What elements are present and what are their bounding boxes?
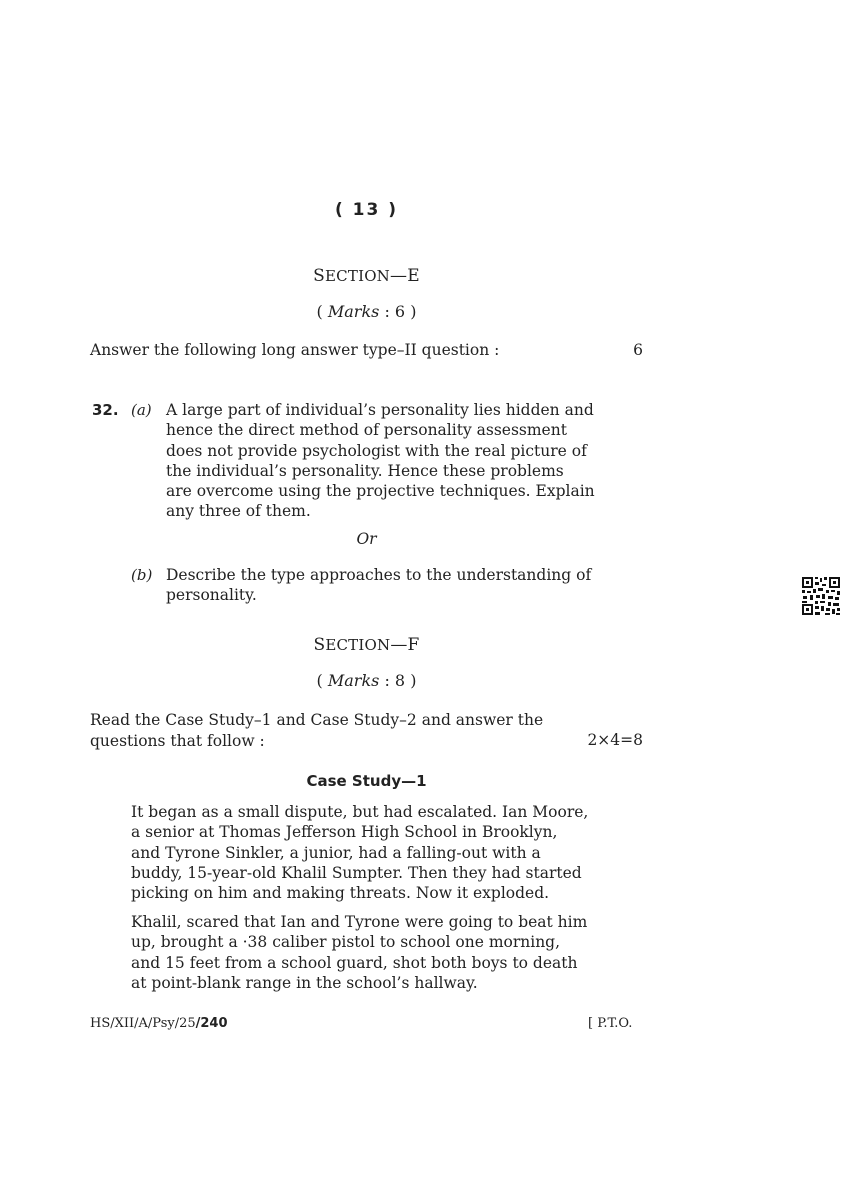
question-part-a-line: hence the direct method of personality assessment [166, 421, 567, 440]
section-f-marks [90, 671, 643, 690]
case-study-line: Khalil, scared that Ian and Tyrone were going to beat him [131, 913, 588, 931]
question-part-a-line: are overcome using the projective techniques. Explain [166, 482, 595, 501]
case-study-paragraph-2 [131, 912, 603, 993]
question-part-a-label: (a) [131, 401, 152, 419]
question-part-a-line: A large part of individual’s personality lies hidden and [166, 401, 594, 419]
question-part-b-label: (b) [131, 566, 153, 584]
case-study-line: picking on him and making threats. Now it exploded. [131, 884, 550, 903]
question-part-a-line: does not provide psychologist with the real picture of [166, 441, 587, 460]
case-study-line: and 15 feet from a school guard, shot both boys to death [131, 953, 578, 972]
section-f-marks-label: Marks [327, 671, 380, 690]
or-separator: Or [356, 530, 377, 548]
case-study-line: buddy, 15-year-old Khalil Sumpter. Then they had started [131, 863, 582, 882]
section-f-heading-rest: ECTION [325, 636, 391, 654]
section-e-marks-value: : 6 ) [379, 302, 417, 321]
section-f-instruction-line1: Read the Case Study–1 and Case Study–2 and answer the [90, 711, 544, 729]
section-f-instruction-line2: questions that follow : [90, 732, 265, 750]
section-e-marks [90, 302, 643, 321]
section-e-heading-prefix: S [313, 266, 326, 286]
section-f-marks-value: : 8 ) [379, 671, 417, 690]
section-e-instruction [90, 341, 643, 359]
question-part-b-line: Describe the type approaches to the understanding of [166, 566, 592, 584]
question-part-b-line: personality. [166, 586, 257, 605]
section-e-marks-label: Marks [327, 302, 380, 321]
paper-code-prefix: HS/XII/A/Psy/25 [90, 1016, 196, 1031]
section-f-heading-suffix: —F [390, 635, 420, 655]
question-part-b-text [166, 565, 603, 606]
section-f-heading-prefix: S [313, 635, 326, 655]
case-study-line: and Tyrone Sinkler, a junior, had a falling-out with a [131, 843, 541, 862]
section-f-instruction-marks: 2×4=8 [587, 731, 643, 749]
case-study-line: at point-blank range in the school’s hallway. [131, 973, 478, 992]
case-study-line: up, brought a ·38 caliber pistol to school one morning, [131, 933, 561, 952]
paper-code [90, 1016, 228, 1031]
section-f-heading [90, 635, 643, 655]
section-e-marks-open: ( [316, 302, 328, 321]
case-study-paragraph-1 [131, 802, 603, 903]
question-part-a-text [166, 400, 603, 522]
section-e-heading [90, 266, 643, 286]
section-e-instruction-marks: 6 [633, 341, 643, 359]
section-e-heading-rest: ECTION [325, 267, 391, 285]
section-f-marks-open: ( [316, 671, 328, 690]
paper-code-suffix: /240 [195, 1016, 228, 1031]
case-study-heading: Case Study—1 [306, 772, 427, 790]
question-part-a-line: any three of them. [166, 502, 311, 521]
case-study-line: It began as a small dispute, but had escalated. Ian Moore, [131, 803, 589, 821]
question-number: 32. [92, 401, 119, 419]
qr-code-icon [801, 576, 841, 616]
question-part-a-line: the individual’s personality. Hence these problems [166, 461, 564, 480]
case-study-line: a senior at Thomas Jefferson High School in Brooklyn, [131, 823, 558, 842]
section-e-instruction-text: Answer the following long answer type–II question : [90, 341, 500, 359]
section-e-heading-suffix: —E [390, 266, 420, 286]
please-turn-over: [ P.T.O. [588, 1016, 633, 1031]
page-number: ( 13 ) [334, 200, 399, 220]
